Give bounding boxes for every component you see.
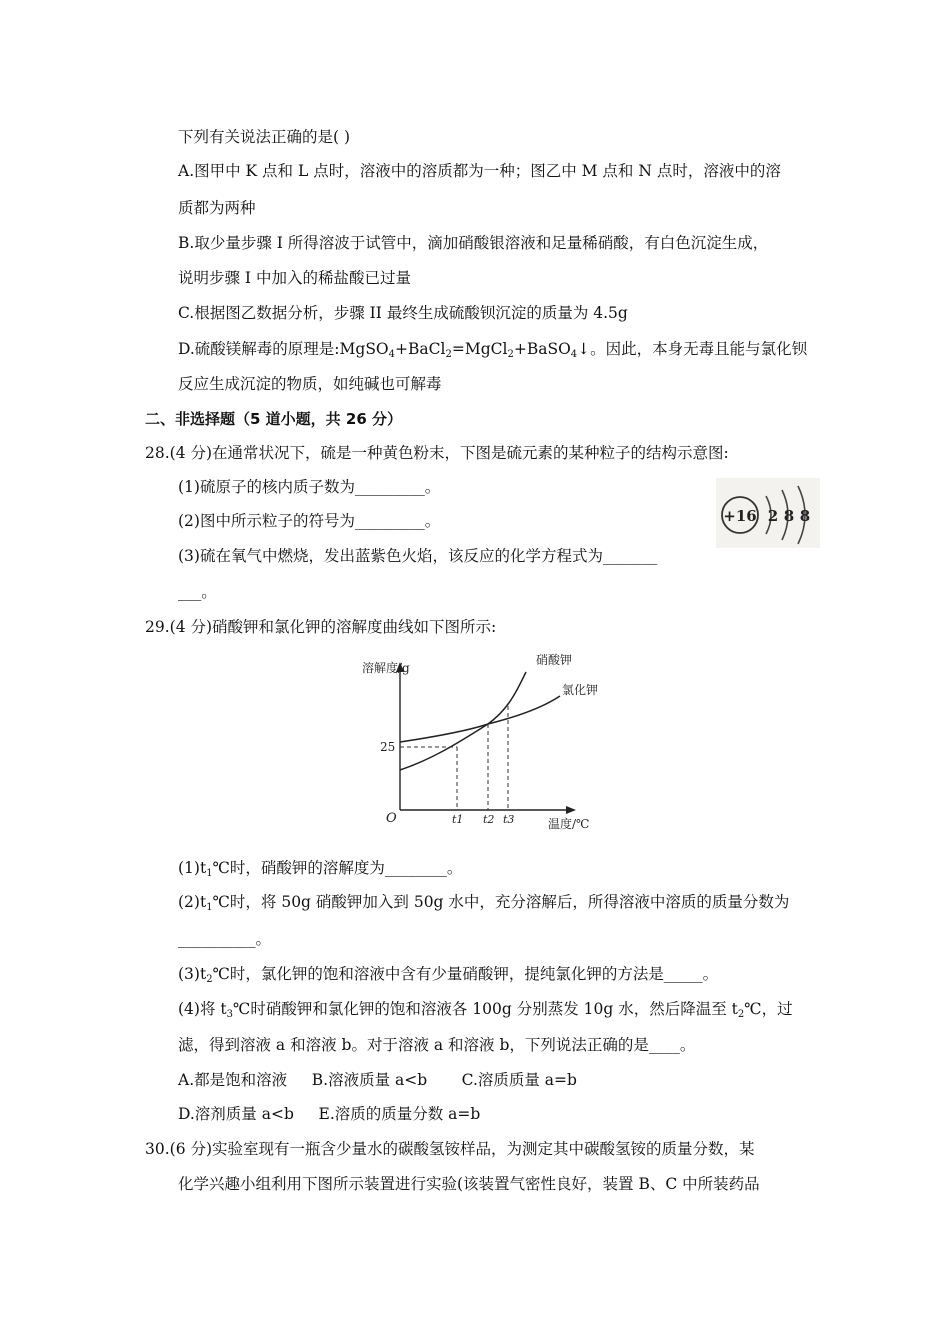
q28-part3-line2: ___。 bbox=[178, 583, 217, 601]
origin-label: O bbox=[386, 811, 397, 826]
q29-part4-line2: 滤，得到溶液 a 和溶液 b。对于溶液 a 和溶液 b，下列说法正确的是____。 bbox=[178, 1036, 696, 1054]
q29-options-row1: A.都是饱和溶液 B.溶液质量 a<b C.溶质质量 a=b bbox=[178, 1071, 577, 1089]
q28-part1: (1)硫原子的核内质子数为_________。 bbox=[178, 478, 441, 496]
q29-part4-line1: (4)将 $t_3℃$时硝酸钾和氯化钾的饱和溶液各 100g 分别蒸发 10g 水，然后降温至 $t_2℃$，过 bbox=[178, 1000, 793, 1020]
kno3-label: 硝酸钾 bbox=[536, 653, 573, 667]
x-tick-t1: t1 bbox=[452, 813, 464, 826]
q27-option-d-line2: 反应生成沉淀的物质，如纯碱也可解毒 bbox=[178, 375, 442, 393]
q29-part1: $(1)t_1℃$时，硝酸钾的溶解度为________。 bbox=[178, 859, 463, 879]
q30-line2: 化学兴趣小组利用下图所示装置进行实验(该装置气密性良好，装置 B、C 中所装药品 bbox=[178, 1175, 760, 1193]
q27-option-b-line1: B.取少量步骤 I 所得溶波于试管中，滴加硝酸银溶液和足量稀硝酸，有白色沉淀生成， bbox=[178, 234, 769, 252]
q29-stem: 29.(4 分)硝酸钾和氯化钾的溶解度曲线如下图所示: bbox=[145, 618, 497, 636]
x-axis-label: 温度/℃ bbox=[548, 817, 590, 831]
q29-part3: $(3)t_2℃$时，氯化钾的饱和溶液中含有少量硝酸钾，提纯氯化钾的方法是_____。 bbox=[178, 965, 719, 985]
q28-part2: (2)图中所示粒子的符号为_________。 bbox=[178, 512, 441, 530]
q27-option-b-line2: 说明步骤 I 中加入的稀盐酸已过量 bbox=[178, 269, 411, 287]
q29-part2-line1: $(2)t_1℃$时，将 50g 硝酸钾加入到 50g 水中，充分溶解后，所得溶液中溶质的质量分数为 bbox=[178, 893, 790, 913]
kcl-label: 氯化钾 bbox=[562, 683, 599, 697]
shell-electrons-3: 8 bbox=[799, 507, 811, 525]
q27-option-a-line1: A.图甲中 K 点和 L 点时，溶液中的溶质都为一种；图乙中 M 点和 N 点时，溶液中的溶 bbox=[178, 162, 781, 180]
kno3-curve bbox=[400, 672, 526, 770]
x-axis-arrow bbox=[566, 806, 576, 814]
y-axis-label: 溶解度/g bbox=[362, 661, 410, 675]
q27-option-a-line2: 质都为两种 bbox=[178, 199, 256, 217]
nucleus-label: +16 bbox=[723, 507, 757, 525]
q27-option-d-line1: D.硫酸镁解毒的原理是:MgSO$_4$+BaCl$_2$=MgCl$_2$+BaSO$_4$↓。因此，本身无毒且能与氯化钡 bbox=[178, 340, 808, 360]
y-tick-25: 25 bbox=[380, 740, 396, 754]
q30-stem: 30.(6 分)实验室现有一瓶含少量水的碳酸氢铵样品，为测定其中碳酸氢铵的质量分数，某 bbox=[145, 1140, 755, 1158]
q27-option-c: C.根据图乙数据分析，步骤 II 最终生成硫酸钡沉淀的质量为 4.5g bbox=[178, 304, 628, 322]
shell-electrons-2: 8 bbox=[783, 507, 795, 525]
section-heading: 二、非选择题（5 道小题，共 26 分） bbox=[145, 410, 402, 428]
kcl-curve bbox=[400, 696, 560, 742]
q28-stem: 28.(4 分)在通常状况下，硫是一种黄色粉末，下图是硫元素的某种粒子的结构示意图: bbox=[145, 444, 729, 462]
q29-part2-line2: __________。 bbox=[178, 930, 272, 948]
x-tick-t3: t3 bbox=[503, 813, 515, 826]
shell-electrons-1: 2 bbox=[767, 507, 779, 525]
sulfur-ion-diagram bbox=[716, 478, 820, 548]
q28-part3-line1: (3)硫在氧气中燃烧，发出蓝紫色火焰，该反应的化学方程式为_______ bbox=[178, 547, 658, 565]
q27-prompt: 下列有关说法正确的是( ) bbox=[178, 128, 351, 146]
solubility-chart bbox=[360, 650, 620, 832]
x-tick-t2: t2 bbox=[483, 813, 495, 826]
q29-options-row2: D.溶剂质量 a<b E.溶质的质量分数 a=b bbox=[178, 1105, 481, 1123]
